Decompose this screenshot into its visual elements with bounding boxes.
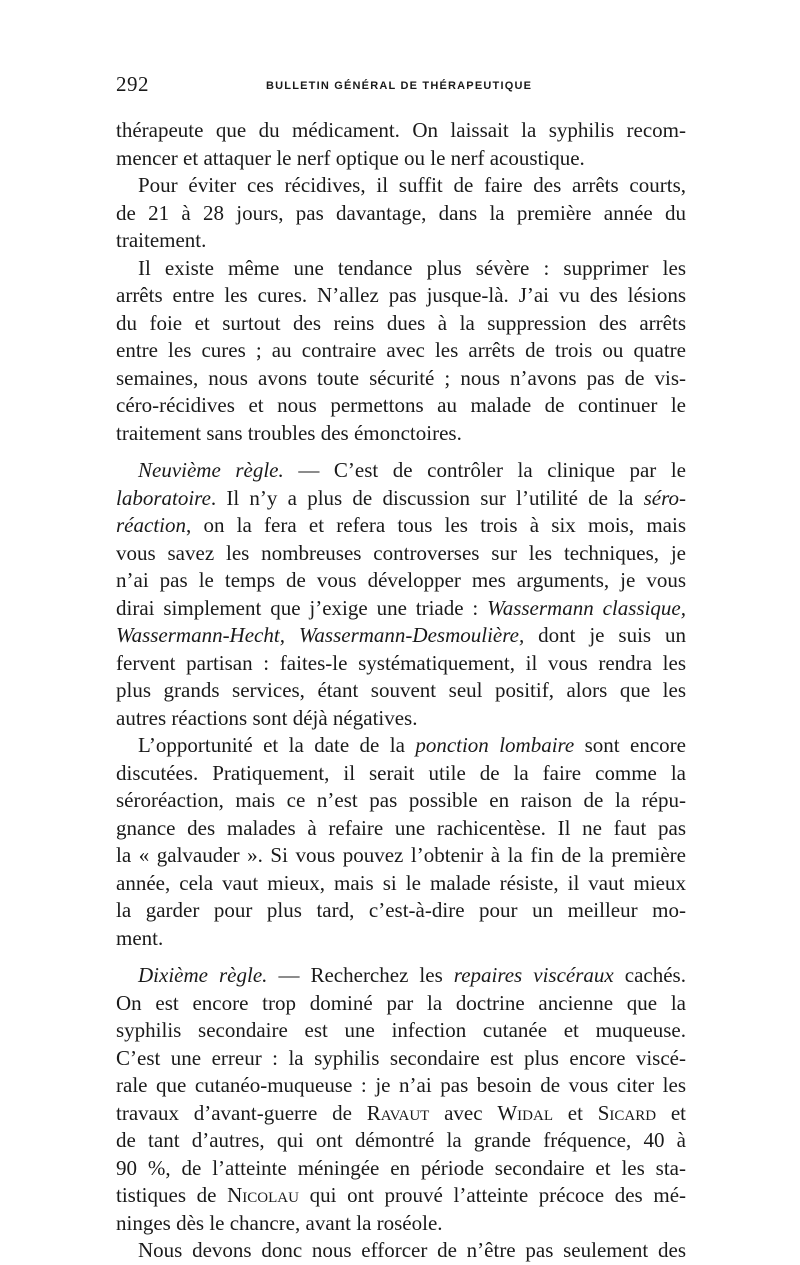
text-line: autres réactions sont déjà négatives. — [116, 705, 418, 730]
text-line: laboratoire. Il n’y a plus de discussion sur l’utilité de la séro- — [116, 485, 686, 510]
text-line: du foie et surtout des reins dues à la suppression des arrêts — [116, 310, 686, 335]
page-number: 292 — [116, 72, 149, 96]
text-line: plus grands services, étant souvent seul positif, alors que les — [116, 678, 686, 702]
text-line: réaction, on la fera et refera tous les trois à six mois, mais — [116, 513, 686, 537]
running-title: BULLETIN GÉNÉRAL DE THÉRAPEUTIQUE — [266, 80, 533, 92]
text-line: séroréaction, mais ce n’est pas possible en raison de la répu- — [116, 788, 686, 812]
rule-title: Neuvième règle. — [138, 458, 284, 482]
text-line: vous savez les nombreuses controverses sur les techniques, je — [116, 540, 686, 565]
text-line: semaines, nous avons toute sécurité ; nous n’avons pas de vis- — [116, 365, 686, 390]
text-line: traitement sans troubles des émonctoires. — [116, 420, 462, 445]
text-line: Nous devons donc nous efforcer de n’être pas seulement des — [138, 1238, 686, 1262]
text-line: Wassermann-Hecht, Wassermann-Desmoulière, dont je suis un — [116, 623, 686, 647]
rule-title: Dixième règle. — [138, 963, 268, 987]
text-line: céro-récidives et nous permettons au malade de continuer le — [116, 393, 686, 417]
text-line: 90 %, de l’atteinte méningée en période secondaire et les sta- — [116, 1155, 686, 1180]
text-line: ninges dès le chancre, avant la roséole. — [116, 1210, 443, 1235]
text-line: dirai simplement que j’exige une triade : Wassermann classique, — [116, 595, 686, 620]
text-line: fervent partisan : faites-le systématiquement, il vous rendra les — [116, 650, 686, 675]
text-line: rale que cutanéo-muqueuse : je n’ai pas besoin de vous citer les — [116, 1073, 686, 1097]
text-line: de tant d’autres, qui ont démontré la grande fréquence, 40 à — [116, 1128, 686, 1152]
text-line: Il existe même une tendance plus sévère : supprimer les — [138, 255, 686, 280]
text-line: gnance des malades à refaire une rachicentèse. Il ne faut pas — [116, 815, 686, 840]
text-line: tistiques de Nicolau qui ont prouvé l’atteinte précoce des mé- — [116, 1183, 686, 1207]
text-line: ment. — [116, 925, 164, 950]
text-line: arrêts entre les cures. N’allez pas jusque-là. J’ai vu des lésions — [116, 283, 686, 307]
text-line: la « galvauder ». Si vous pouvez l’obtenir à la fin de la première — [116, 843, 686, 867]
text-line: On est encore trop dominé par la doctrine ancienne que la — [116, 990, 686, 1015]
text-line: syphilis secondaire est une infection cutanée et muqueuse. — [116, 1018, 686, 1042]
text-line: Neuvième règle. — C’est de contrôler la clinique par le — [138, 458, 686, 482]
text-line: travaux d’avant-guerre de Ravaut avec Widal et Sicard et — [116, 1100, 686, 1125]
text-line: thérapeute que du médicament. On laissait la syphilis recom- — [116, 118, 686, 142]
text-line: année, cela vaut mieux, mais si le malade résiste, il vaut mieux — [116, 870, 686, 895]
text-line: C’est une erreur : la syphilis secondaire est plus encore viscé- — [116, 1045, 686, 1070]
text-line: mencer et attaquer le nerf optique ou le nerf acoustique. — [116, 145, 585, 170]
text-line: la garder pour plus tard, c’est-à-dire pour un meilleur mo- — [116, 898, 686, 922]
text-line: Dixième règle. — Recherchez les repaires viscéraux cachés. — [138, 963, 686, 987]
text-line: Pour éviter ces récidives, il suffit de faire des arrêts courts, — [138, 173, 686, 197]
text-line: traitement. — [116, 228, 207, 252]
body-text — [116, 117, 686, 1265]
text-line: entre les cures ; au contraire avec les arrêts de trois ou quatre — [116, 338, 686, 362]
page-header — [116, 72, 688, 98]
text-line: L’opportunité et la date de la ponction lombaire sont encore — [138, 733, 686, 757]
text-line: discutées. Pratiquement, il serait utile de la faire comme la — [116, 760, 686, 785]
text-line: de 21 à 28 jours, pas davantage, dans la première année du — [116, 200, 686, 225]
text-line: n’ai pas le temps de vous développer mes arguments, je vous — [116, 568, 686, 592]
